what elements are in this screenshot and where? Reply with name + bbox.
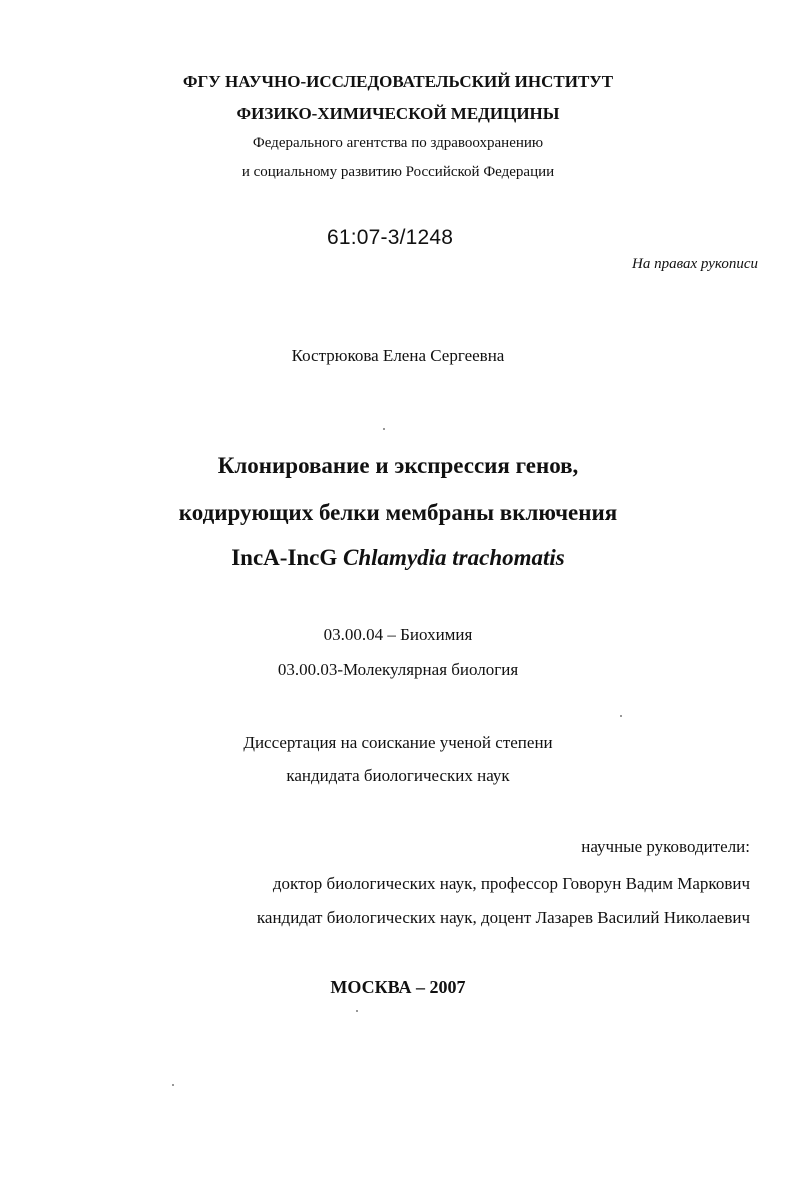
supervisors-heading: научные руководители:	[581, 837, 750, 856]
supervisor-second: кандидат биологических наук, доцент Лазарев Василий Николаевич	[256, 908, 750, 927]
speck	[620, 715, 622, 717]
institute-name-line2: ФИЗИКО-ХИМИЧЕСКОЙ МЕДИЦИНЫ	[236, 104, 560, 123]
city-year: МОСКВА – 2007	[330, 977, 466, 997]
agency-line2: и социальному развитию Российской Федерации	[241, 164, 555, 180]
institute-name-line1: ФГУ НАУЧНО-ИССЛЕДОВАТЕЛЬСКИЙ ИНСТИТУТ	[182, 72, 614, 91]
rights-note: На правах рукописи	[632, 256, 758, 272]
title-line1: Клонирование и экспрессия генов,	[217, 453, 579, 478]
specialty-first: 03.00.04 – Биохимия	[323, 625, 473, 644]
degree-line2: кандидата биологических наук	[286, 766, 510, 785]
speck	[172, 1084, 174, 1086]
agency-line1: Федерального агентства по здравоохранению	[252, 135, 544, 151]
degree-line1: Диссертация на соискание ученой степени	[243, 733, 553, 752]
title-line2: кодирующих белки мембраны включения	[178, 500, 618, 525]
title-line3	[0, 545, 796, 571]
organism-name: Chlamydia trachomatis	[343, 545, 565, 570]
supervisor-first: доктор биологических наук, профессор Говорун Вадим Маркович	[272, 874, 750, 893]
specialty-second: 03.00.03-Молекулярная биология	[277, 660, 519, 679]
speck	[356, 1010, 358, 1012]
stamp-code: 61:07-3/1248	[327, 226, 454, 249]
speck	[383, 428, 385, 430]
author-name: Кострюкова Елена Сергеевна	[291, 346, 505, 365]
title-line3-prefix: IncA-IncG	[231, 545, 344, 570]
